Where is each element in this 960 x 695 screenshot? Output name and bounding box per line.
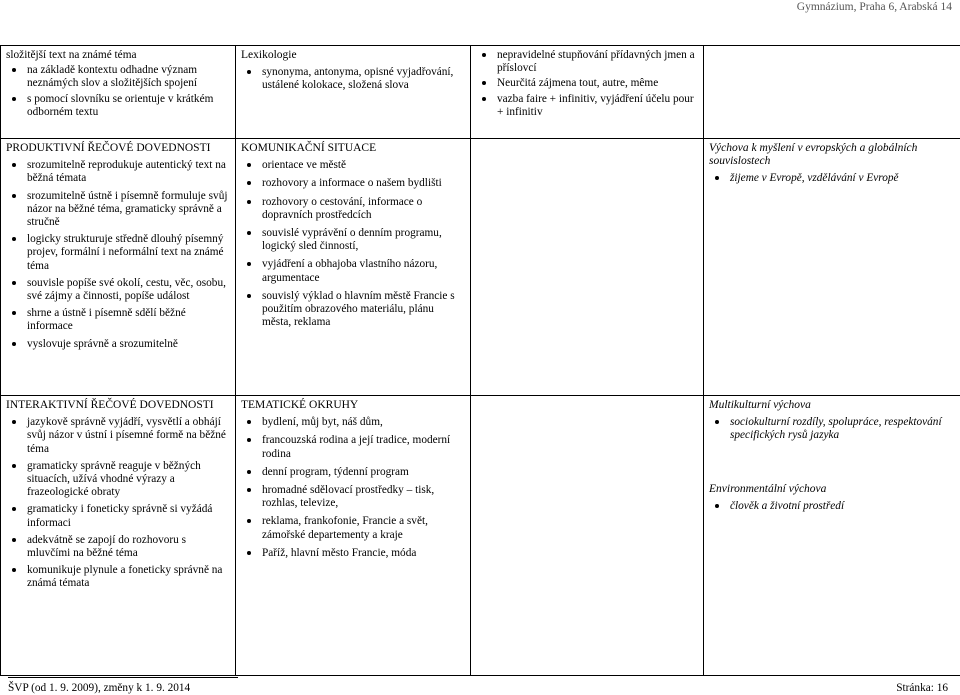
global-education-cell [704,139,960,396]
list-item: reklama, frankofonie, Francie a svět, zámořské departementy a kraje [262,515,465,541]
row2-grammar-cell [471,139,704,396]
row1-content-cell [236,46,471,139]
list-item: synonyma, antonyma, opisné vyjadřování, ustálené kolokace, složená slova [262,66,465,92]
section-title: TEMATICKÉ OKRUHY [241,399,359,411]
list-item: adekvátně se zapojí do rozhovoru s mluvčími na běžné téma [27,534,230,560]
section-title: Lexikologie [241,49,297,61]
school-header: Gymnázium, Praha 6, Arabská 14 [796,1,952,13]
page-number: Stránka: 16 [896,682,948,694]
footer-version: ŠVP (od 1. 9. 2009), změny k 1. 9. 2014 [8,682,191,694]
section-title: Environmentální výchova [709,482,827,495]
row1-grammar-cell [471,46,704,139]
multicultural-list [709,416,955,442]
section-title: PRODUKTIVNÍ ŘEČOVÉ DOVEDNOSTI [6,142,211,154]
thematic-areas-cell [236,396,471,676]
list-item: jazykově správně vyjádří, vysvětlí a obhájí svůj názor v ústní i písemné formě na běžné téma [27,416,230,456]
list-item: denní program, týdenní program [262,466,465,479]
list-item: francouzská rodina a její tradice, moderní rodina [262,434,465,460]
list-item: složitější text na známé téma [6,49,230,62]
row1-outcomes-cell [1,46,236,139]
list-item: srozumitelně reprodukuje autentický text na běžná témata [27,159,230,185]
row1-crosscurricular-cell [704,46,960,139]
list-item: sociokulturní rozdíly, spolupráce, respektování specifických rysů jazyka [730,416,955,442]
communication-situations-cell [236,139,471,396]
row1-outcomes-list [6,49,230,119]
list-item: vyjádření a obhajoba vlastního názoru, argumentace [262,258,465,284]
list-item: srozumitelně ústně i písemně formuluje svůj názor na běžné téma, gramaticky správně a stručně [27,190,230,230]
crosscurricular-themes-cell [704,396,960,676]
communication-situations-list [241,159,465,329]
table-row [1,139,960,396]
list-item: člověk a životní prostředí [730,500,955,513]
list-item: gramaticky správně reaguje v běžných situacích, užívá vhodné výrazy a frazeologické obraty [27,460,230,500]
list-item: Paříž, hlavní město Francie, móda [262,547,465,560]
list-item: hromadné sdělovací prostředky – tisk, rozhlas, televize, [262,484,465,510]
list-item: souvislý výklad o hlavním městě Francie s použitím obrazového materiálu, plánu města, reklama [262,290,465,330]
list-item: Neurčitá zájmena tout, autre, même [497,77,698,90]
list-item: na základě kontextu odhadne význam neznámých slov a složitějších spojení [27,64,230,90]
thematic-areas-list [241,416,465,560]
interactive-skills-list [6,416,230,590]
table-row [1,46,960,139]
list-item: komunikuje plynule a foneticky správně na známá témata [27,564,230,590]
section-title: KOMUNIKAČNÍ SITUACE [241,142,377,154]
list-item: vyslovuje správně a srozumitelně [27,338,230,351]
table-row [1,396,960,676]
section-title: Multikulturní výchova [709,399,811,411]
list-item: rozhovory a informace o našem bydlišti [262,177,465,190]
list-item: rozhovory o cestování, informace o dopravních prostředcích [262,196,465,222]
row1-content-list [241,66,465,92]
footer-divider [8,677,238,678]
environmental-list [709,500,955,513]
productive-skills-list [6,159,230,351]
productive-skills-cell [1,139,236,396]
list-item: vazba faire + infinitiv, vyjádření účelu pour + infinitiv [497,93,698,119]
list-item: souvislé vyprávění o denním programu, logický sled činností, [262,227,465,253]
list-item: žijeme v Evropě, vzdělávání v Evropě [730,172,955,185]
row3-grammar-cell [471,396,704,676]
list-item: orientace ve městě [262,159,465,172]
row1-grammar-list [476,49,698,119]
curriculum-table [0,45,960,676]
section-title: Výchova k myšlení v evropských a globálních souvislostech [709,142,918,168]
list-item: logicky strukturuje středně dlouhý písemný projev, formální i neformální text na známé téma [27,233,230,273]
list-item: bydlení, můj byt, náš dům, [262,416,465,429]
list-item: souvisle popíše své okolí, cestu, věc, osobu, své zájmy a činnosti, popíše událost [27,277,230,303]
list-item: s pomocí slovníku se orientuje v krátkém odborném textu [27,93,230,119]
list-item: shrne a ústně i písemně sdělí běžné informace [27,307,230,333]
section-title: INTERAKTIVNÍ ŘEČOVÉ DOVEDNOSTI [6,399,214,411]
list-item: nepravidelné stupňování přídavných jmen a příslovcí [497,49,698,75]
global-education-list [709,172,955,185]
list-item: gramaticky i foneticky správně si vyžádá informaci [27,503,230,529]
interactive-skills-cell [1,396,236,676]
page-footer [8,681,948,695]
